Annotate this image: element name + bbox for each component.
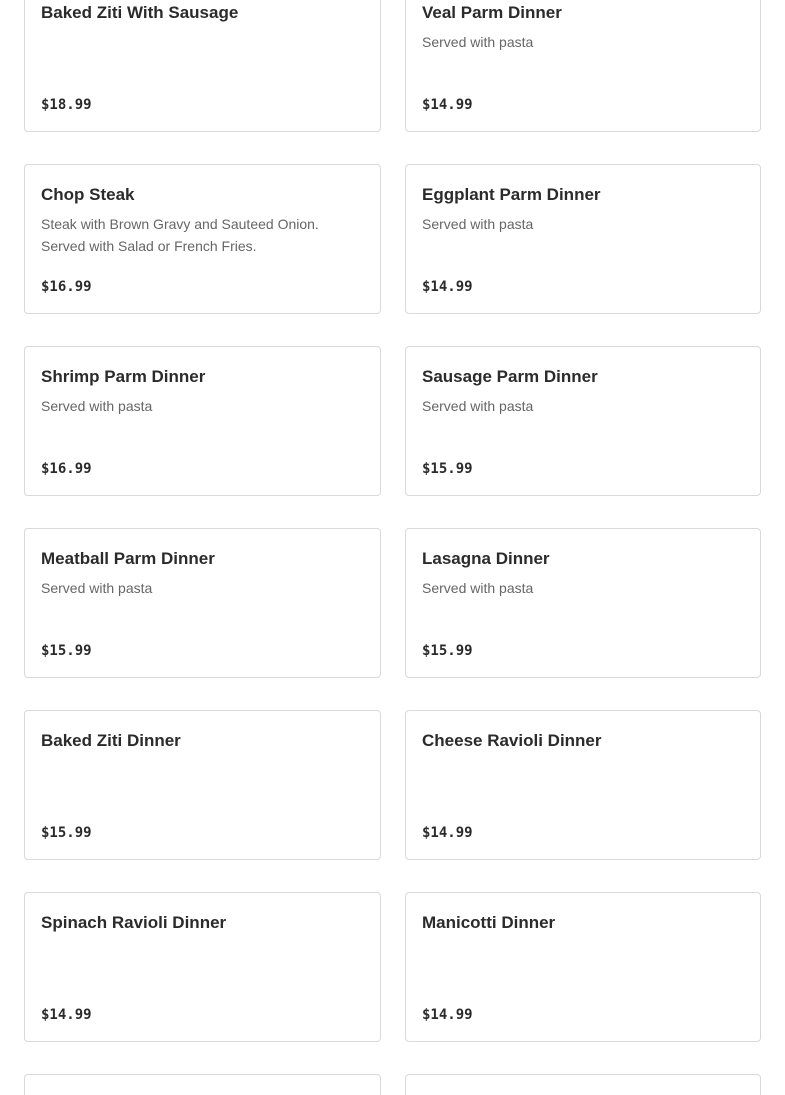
menu-item-name: Cheese Ravioli Dinner (422, 731, 602, 750)
menu-item-name: Sausage Parm Dinner (422, 367, 598, 386)
menu-item-card[interactable] (24, 346, 381, 496)
menu-item-description: Served with pasta (41, 580, 153, 596)
menu-item-name: Eggplant Parm Dinner (422, 185, 601, 204)
menu-item-card[interactable] (405, 0, 761, 132)
menu-item-card[interactable] (24, 710, 381, 860)
menu-item-price: $15.99 (41, 643, 92, 659)
menu-item-description: Served with pasta (422, 580, 534, 596)
menu-item-card[interactable] (24, 528, 381, 678)
menu-item-grid (24, 0, 761, 1095)
menu-item-card[interactable] (24, 0, 381, 132)
menu-item-price: $14.99 (422, 97, 473, 113)
menu-item-card[interactable] (405, 892, 761, 1042)
menu-item-card[interactable] (405, 346, 761, 496)
menu-item-description: Served with pasta (41, 398, 153, 414)
menu-item-card[interactable] (405, 710, 761, 860)
menu-item-card[interactable] (405, 164, 761, 314)
menu-item-price: $14.99 (41, 1007, 92, 1023)
menu-item-price: $14.99 (422, 1007, 473, 1023)
menu-item-card[interactable] (24, 1074, 381, 1095)
menu-item-name: Lasagna Dinner (422, 549, 550, 568)
menu-item-price: $16.99 (41, 461, 92, 477)
menu-item-name: Meatball Parm Dinner (41, 549, 215, 568)
menu-item-price: $15.99 (422, 461, 473, 477)
menu-item-name: Chop Steak (41, 185, 135, 204)
menu-item-description: Served with pasta (422, 398, 534, 414)
menu-item-card[interactable] (405, 528, 761, 678)
menu-item-name: Manicotti Dinner (422, 913, 556, 932)
menu-item-description: Served with pasta (422, 34, 534, 50)
menu-item-name: Veal Parm Dinner (422, 3, 562, 22)
menu-item-price: $14.99 (422, 279, 473, 295)
menu-item-price: $15.99 (41, 825, 92, 841)
menu-item-price: $15.99 (422, 643, 473, 659)
menu-item-name: Baked Ziti With Sausage (41, 3, 239, 22)
menu-item-name: Baked Ziti Dinner (41, 731, 181, 750)
menu-item-card[interactable] (24, 164, 381, 314)
menu-item-card[interactable] (24, 892, 381, 1042)
menu-item-name: Spinach Ravioli Dinner (41, 913, 227, 932)
menu-item-price: $18.99 (41, 97, 92, 113)
menu-item-card[interactable] (405, 1074, 761, 1095)
menu-item-name: Shrimp Parm Dinner (41, 367, 206, 386)
menu-item-price: $16.99 (41, 279, 92, 295)
menu-item-price: $14.99 (422, 825, 473, 841)
menu-item-description: Served with pasta (422, 216, 534, 232)
menu-item-description: Steak with Brown Gravy and Sauteed Onion. Served with Salad or French Fries. (41, 216, 319, 254)
